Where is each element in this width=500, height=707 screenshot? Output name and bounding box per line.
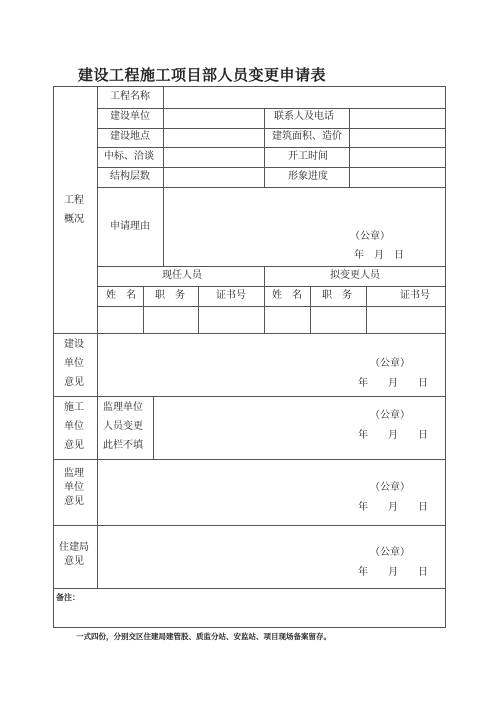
proposed-name-col: 姓 名 [272,290,302,301]
bureau-label-1: 住建局 [59,542,89,553]
construction-note-3: 此栏不填 [103,440,143,451]
section-divider [53,396,446,397]
builder-opinion-label-1: 建设 [64,339,84,350]
proposed-post-col: 职 务 [322,290,352,301]
construction-label-1: 施工 [64,402,84,413]
row-divider [97,306,446,307]
col-divider [366,286,367,333]
row-divider [97,286,446,287]
row-divider [97,187,446,188]
site-label: 建设地点 [110,131,150,142]
current-post-col: 职 务 [155,290,185,301]
col-divider [349,108,350,187]
construction-label-2: 单位 [64,421,84,432]
row-divider [97,128,446,129]
supervision-label-2: 单位 [64,482,84,493]
project-side-label-2: 概况 [64,214,84,225]
col-divider [97,333,98,588]
current-staff-header: 现任人员 [162,270,202,281]
col-divider [264,108,265,187]
section-divider [53,333,446,334]
bid-label: 中标、洽谈 [104,151,154,162]
section-divider [53,588,446,589]
construction-note-2: 人员变更 [103,421,143,432]
proposed-cert-col: 证书号 [400,290,430,301]
form-title: 建设工程施工项目部人员变更申请表 [78,66,327,84]
row-divider [97,108,446,109]
footer-note: 一式四份，分别交区住建局建管股、质监分站、安监站、项目现场备案留存。 [76,632,331,641]
current-name-col: 姓 名 [106,290,136,301]
supervision-seal: （公章） [370,482,410,493]
construction-date: 年 月 日 [358,430,428,441]
contact-label: 联系人及电话 [274,111,334,122]
construction-seal: （公章） [370,410,410,421]
col-divider [163,86,164,266]
remarks-label: 备注： [56,593,80,602]
builder-date: 年 月 日 [358,378,428,389]
supervision-label-3: 意见 [64,496,84,507]
current-cert-col: 证书号 [216,290,246,301]
supervision-label-1: 监理 [64,468,84,479]
reason-label: 申请理由 [110,221,150,232]
col-divider [153,396,154,459]
section-divider [53,525,446,526]
construction-label-3: 意见 [64,440,84,451]
construction-note-1: 监理单位 [103,402,143,413]
builder-seal: （公章） [370,358,410,369]
supervision-date: 年 月 日 [358,502,428,513]
start-time-label: 开工时间 [288,151,328,162]
structure-label: 结构层数 [110,171,150,182]
bureau-label-2: 意见 [64,556,84,567]
col-divider [198,286,199,333]
reason-date: 年 月 日 [354,250,404,261]
bureau-date: 年 月 日 [358,567,428,578]
col-divider [310,286,311,333]
progress-label: 形象进度 [288,171,328,182]
col-divider [143,286,144,333]
builder-label: 建设单位 [110,111,150,122]
bureau-seal: （公章） [370,547,410,558]
area-cost-label: 建筑面积、造价 [272,131,342,142]
section-divider [53,459,446,460]
builder-opinion-label-2: 单位 [64,358,84,369]
project-side-label-1: 工程 [64,195,84,206]
builder-opinion-label-3: 意见 [64,377,84,388]
col-divider [264,266,265,333]
row-divider [97,147,446,148]
proposed-staff-header: 拟变更人员 [330,270,380,281]
row-divider [97,266,446,267]
col-divider [97,86,98,333]
project-name-label: 工程名称 [110,91,150,102]
reason-seal: （公章） [350,231,390,242]
row-divider [97,167,446,168]
